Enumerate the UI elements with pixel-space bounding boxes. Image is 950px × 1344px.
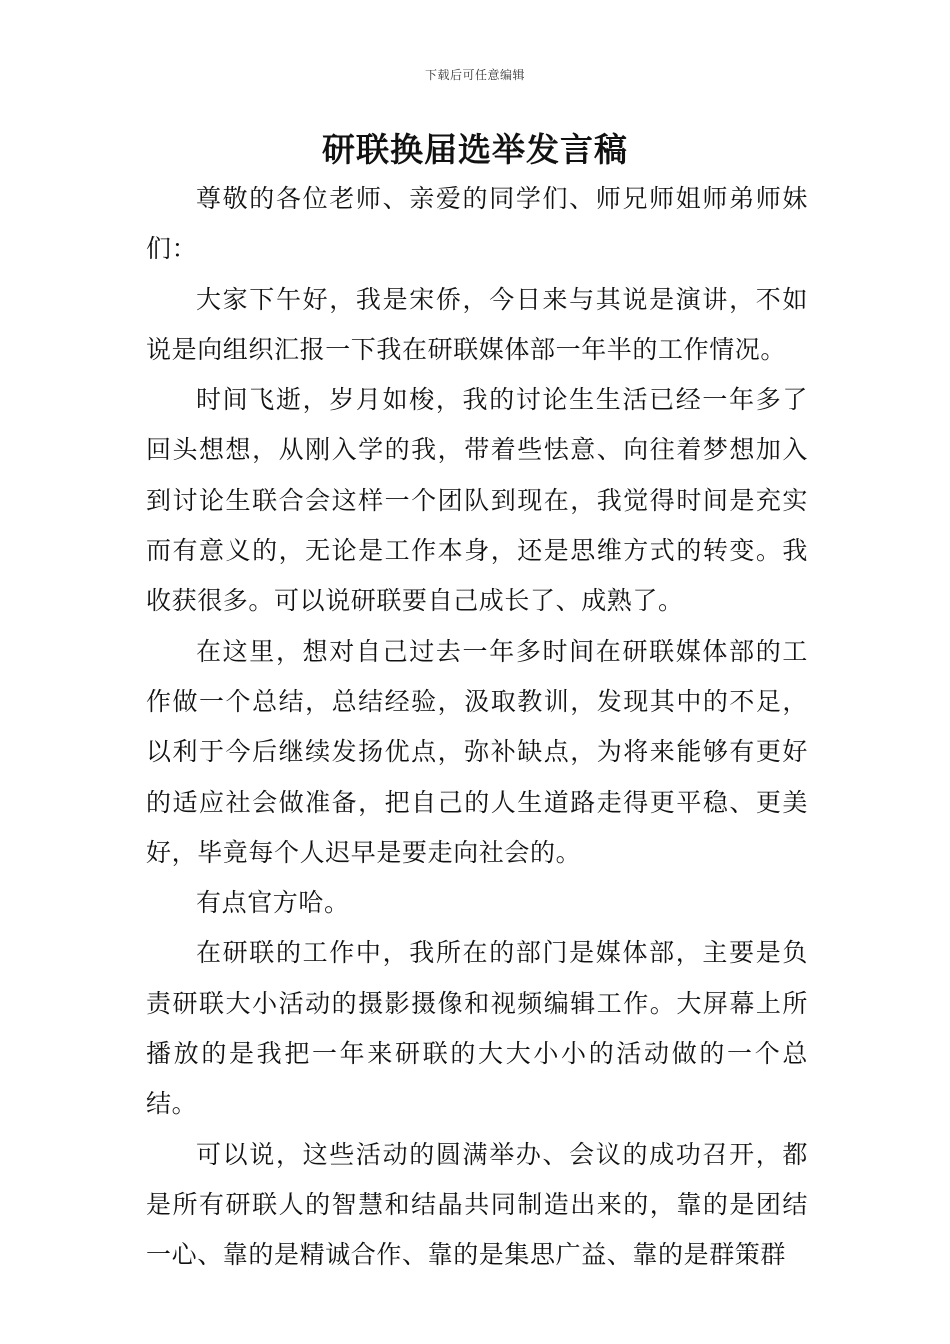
header-note: 下载后可任意编辑	[424, 68, 525, 82]
paragraph-department: 在研联的工作中，我所在的部门是媒体部，主要是负责研联大小活动的摄影摄像和视频编辑工作。大屏幕上所播放的是我把一年来研联的大大小小的活动做的一个总结。	[146, 938, 808, 1119]
document-title: 研联换届选举发言稿	[322, 130, 628, 169]
document-body	[146, 174, 808, 1281]
paragraph-summary: 在这里，想对自己过去一年多时间在研联媒体部的工作做一个总结，总结经验，汲取教训，发现其中的不足，以利于今后继续发扬优点，弥补缺点，为将来能够有更好的适应社会做准备，把自己的人生道路走得更平稳、更美好，毕竟每个人迟早是要走向社会的。	[146, 636, 808, 867]
paragraph-aside: 有点官方哈。	[196, 888, 350, 918]
paragraph-reflection: 时间飞逝，岁月如梭，我的讨论生生活已经一年多了回头想想，从刚入学的我，带着些怯意、向往着梦想加入到讨论生联合会这样一个团队到现在，我觉得时间是充实而有意义的，无论是工作本身，还是思维方式的转变。我收获很多。可以说研联要自己成长了、成熟了。	[146, 385, 808, 616]
paragraph-intro: 大家下午好，我是宋侨，今日来与其说是演讲，不如说是向组织汇报一下我在研联媒体部一年半的工作情况。	[146, 284, 808, 364]
paragraph-teamwork: 可以说，这些活动的圆满举办、会议的成功召开，都是所有研联人的智慧和结晶共同制造出来的，靠的是团结一心、靠的是精诚合作、靠的是集思广益、靠的是群策群	[146, 1139, 808, 1270]
paragraph-greeting: 尊敬的各位老师、亲爱的同学们、师兄师姐师弟师妹们：	[146, 184, 808, 264]
